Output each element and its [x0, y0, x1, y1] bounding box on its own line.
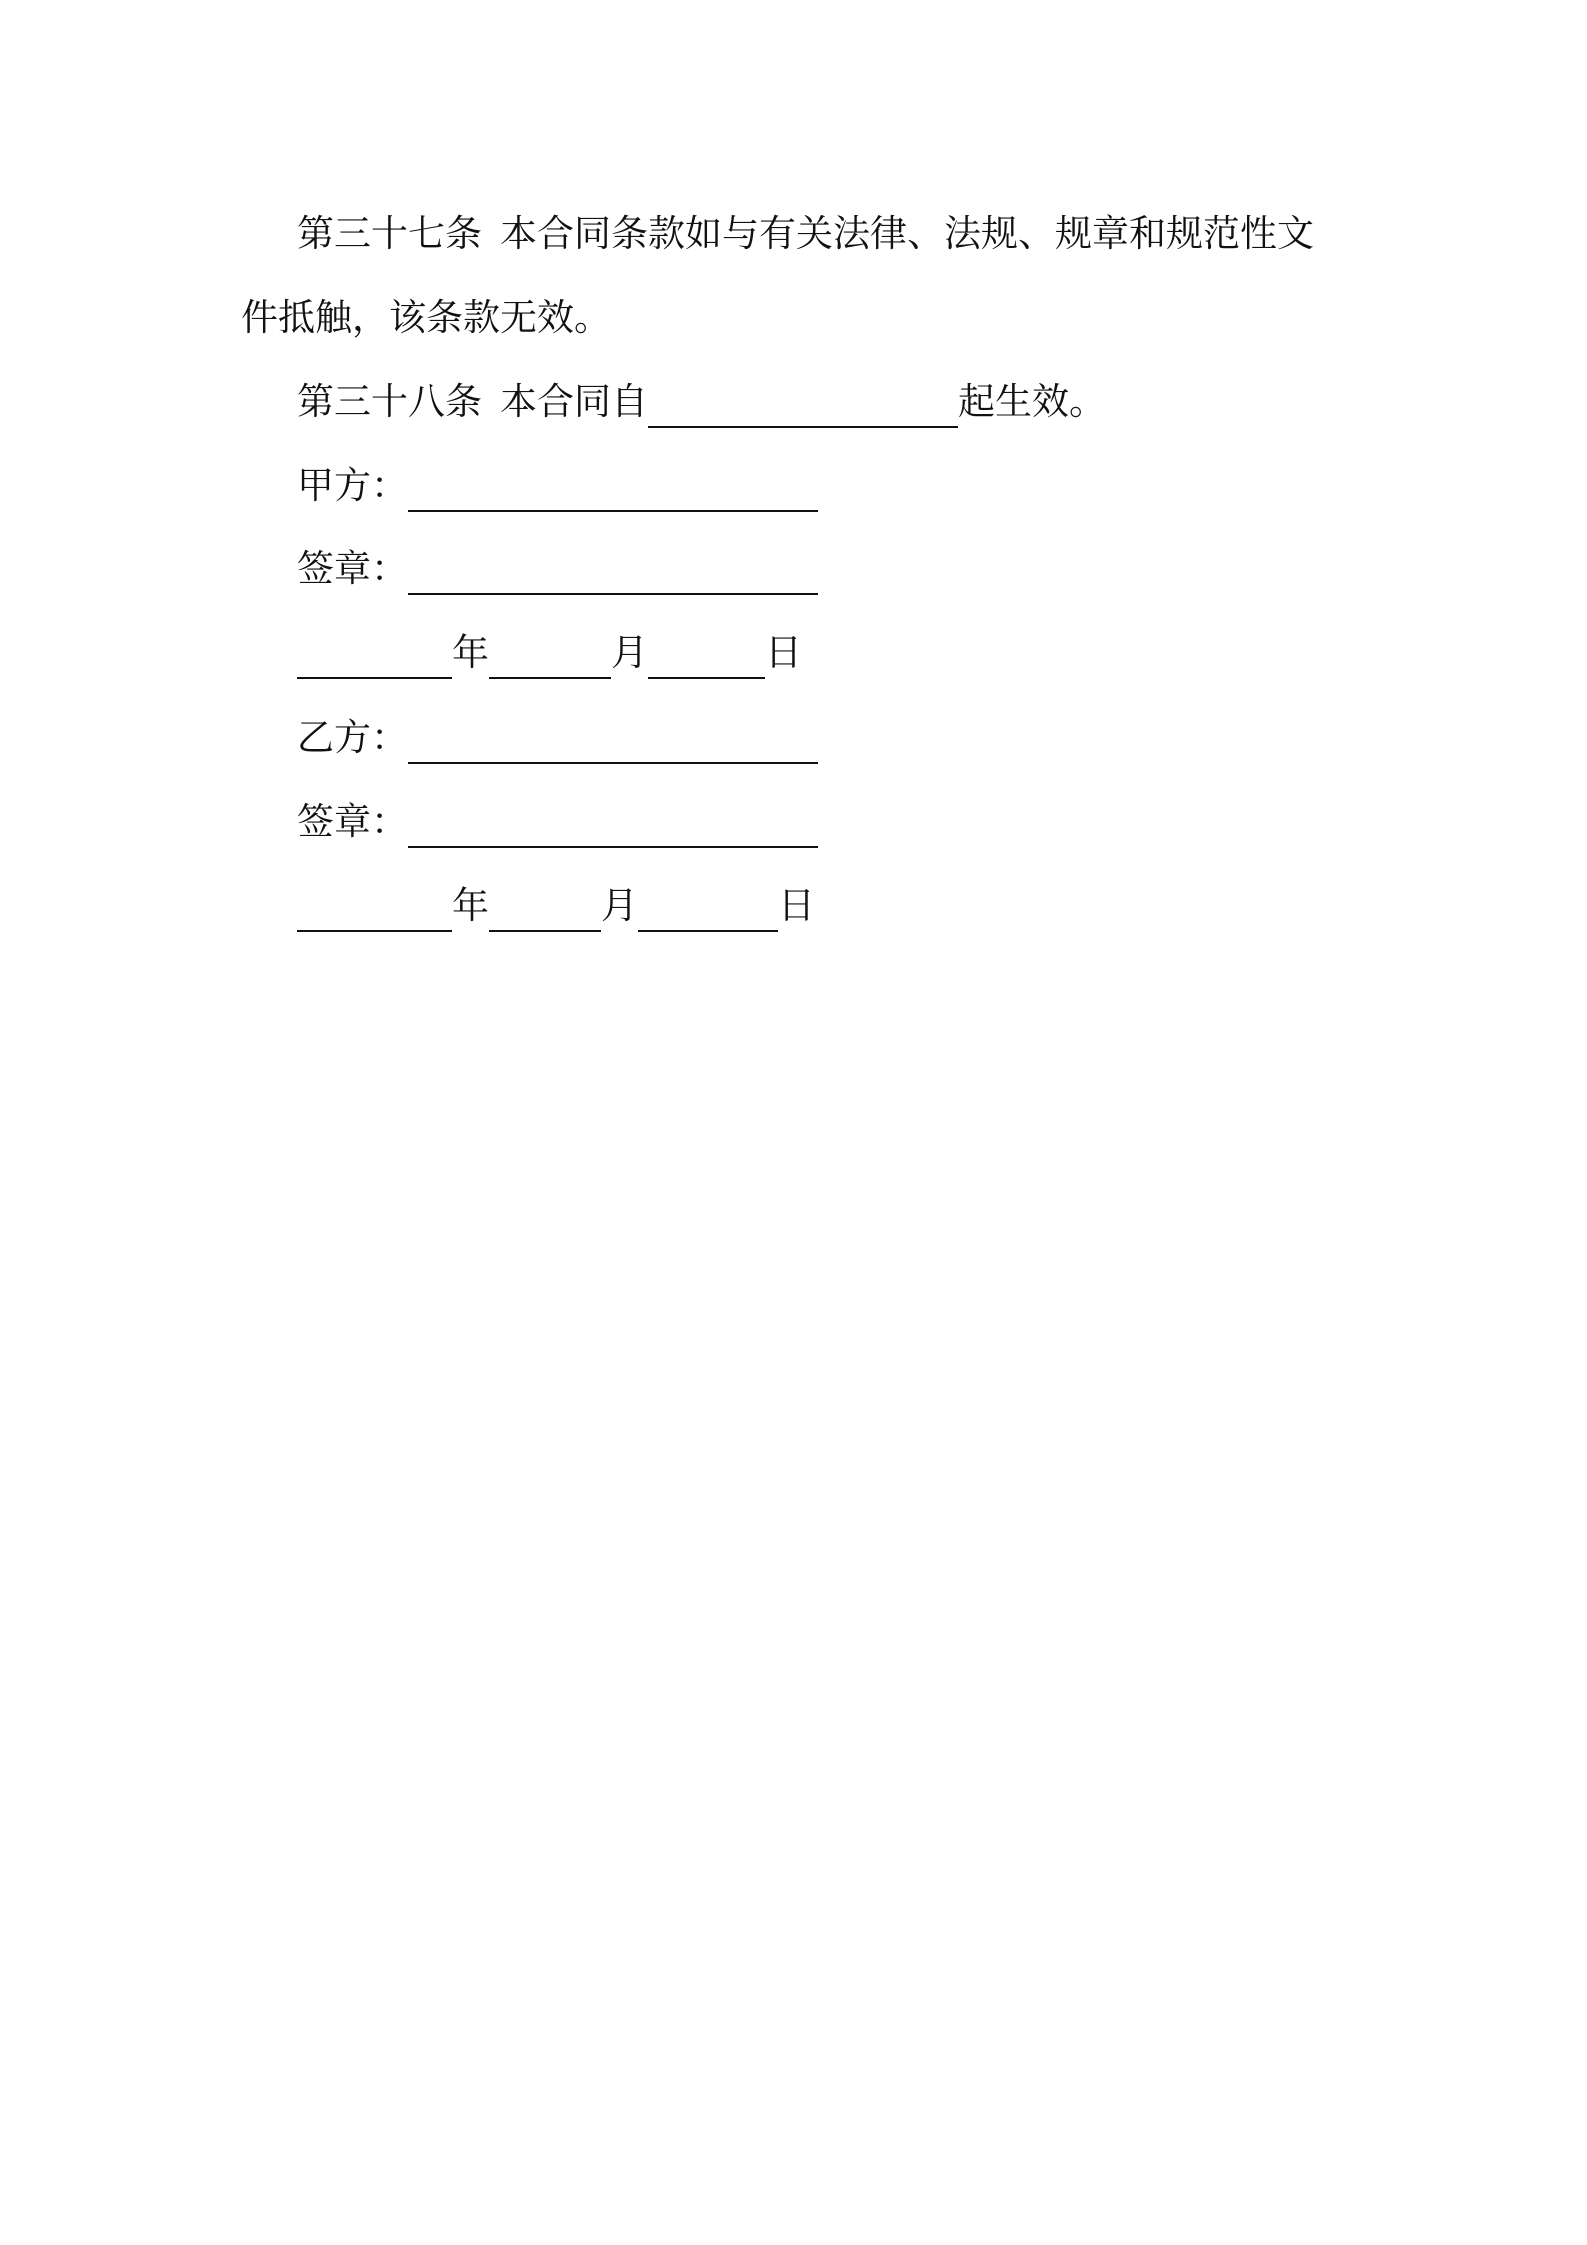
article-37-number: 第三十七条: [297, 212, 482, 255]
party-a-signature-label: 签章：: [297, 547, 408, 590]
party-b-month-label: 月: [601, 884, 638, 927]
article-38-text-after: 起生效。: [958, 380, 1106, 423]
party-b-date-line: [297, 880, 815, 932]
party-b-day-blank[interactable]: [638, 890, 778, 932]
party-a-blank[interactable]: [408, 470, 818, 512]
party-b-blank[interactable]: [408, 722, 818, 764]
article-37-line-1: [297, 208, 1314, 260]
party-b-signature-blank[interactable]: [408, 806, 818, 848]
party-b-signature-line: [297, 796, 818, 848]
effective-date-blank[interactable]: [648, 386, 958, 428]
party-a-day-blank[interactable]: [648, 637, 765, 679]
party-a-date-line: [297, 627, 802, 679]
party-b-year-blank[interactable]: [297, 890, 452, 932]
article-37-text-continued: 件抵触，该条款无效。: [241, 296, 611, 339]
party-b-line: [297, 712, 818, 764]
party-a-day-label: 日: [765, 631, 802, 674]
party-b-label: 乙方：: [297, 716, 408, 759]
party-b-year-label: 年: [452, 884, 489, 927]
article-37-text: 本合同条款如与有关法律、法规、规章和规范性文: [500, 212, 1314, 255]
party-a-line: [297, 460, 818, 512]
article-37-line-2: [241, 292, 611, 344]
party-a-signature-blank[interactable]: [408, 553, 818, 595]
article-38-text-before: 本合同自: [500, 380, 648, 423]
party-a-month-blank[interactable]: [489, 637, 611, 679]
party-b-signature-label: 签章：: [297, 800, 408, 843]
article-38-number: 第三十八条: [297, 380, 482, 423]
party-a-label: 甲方：: [297, 464, 408, 507]
party-a-year-blank[interactable]: [297, 637, 452, 679]
party-b-month-blank[interactable]: [489, 890, 601, 932]
party-a-signature-line: [297, 543, 818, 595]
party-a-month-label: 月: [611, 631, 648, 674]
article-38-line: [297, 376, 1106, 428]
party-b-day-label: 日: [778, 884, 815, 927]
party-a-year-label: 年: [452, 631, 489, 674]
